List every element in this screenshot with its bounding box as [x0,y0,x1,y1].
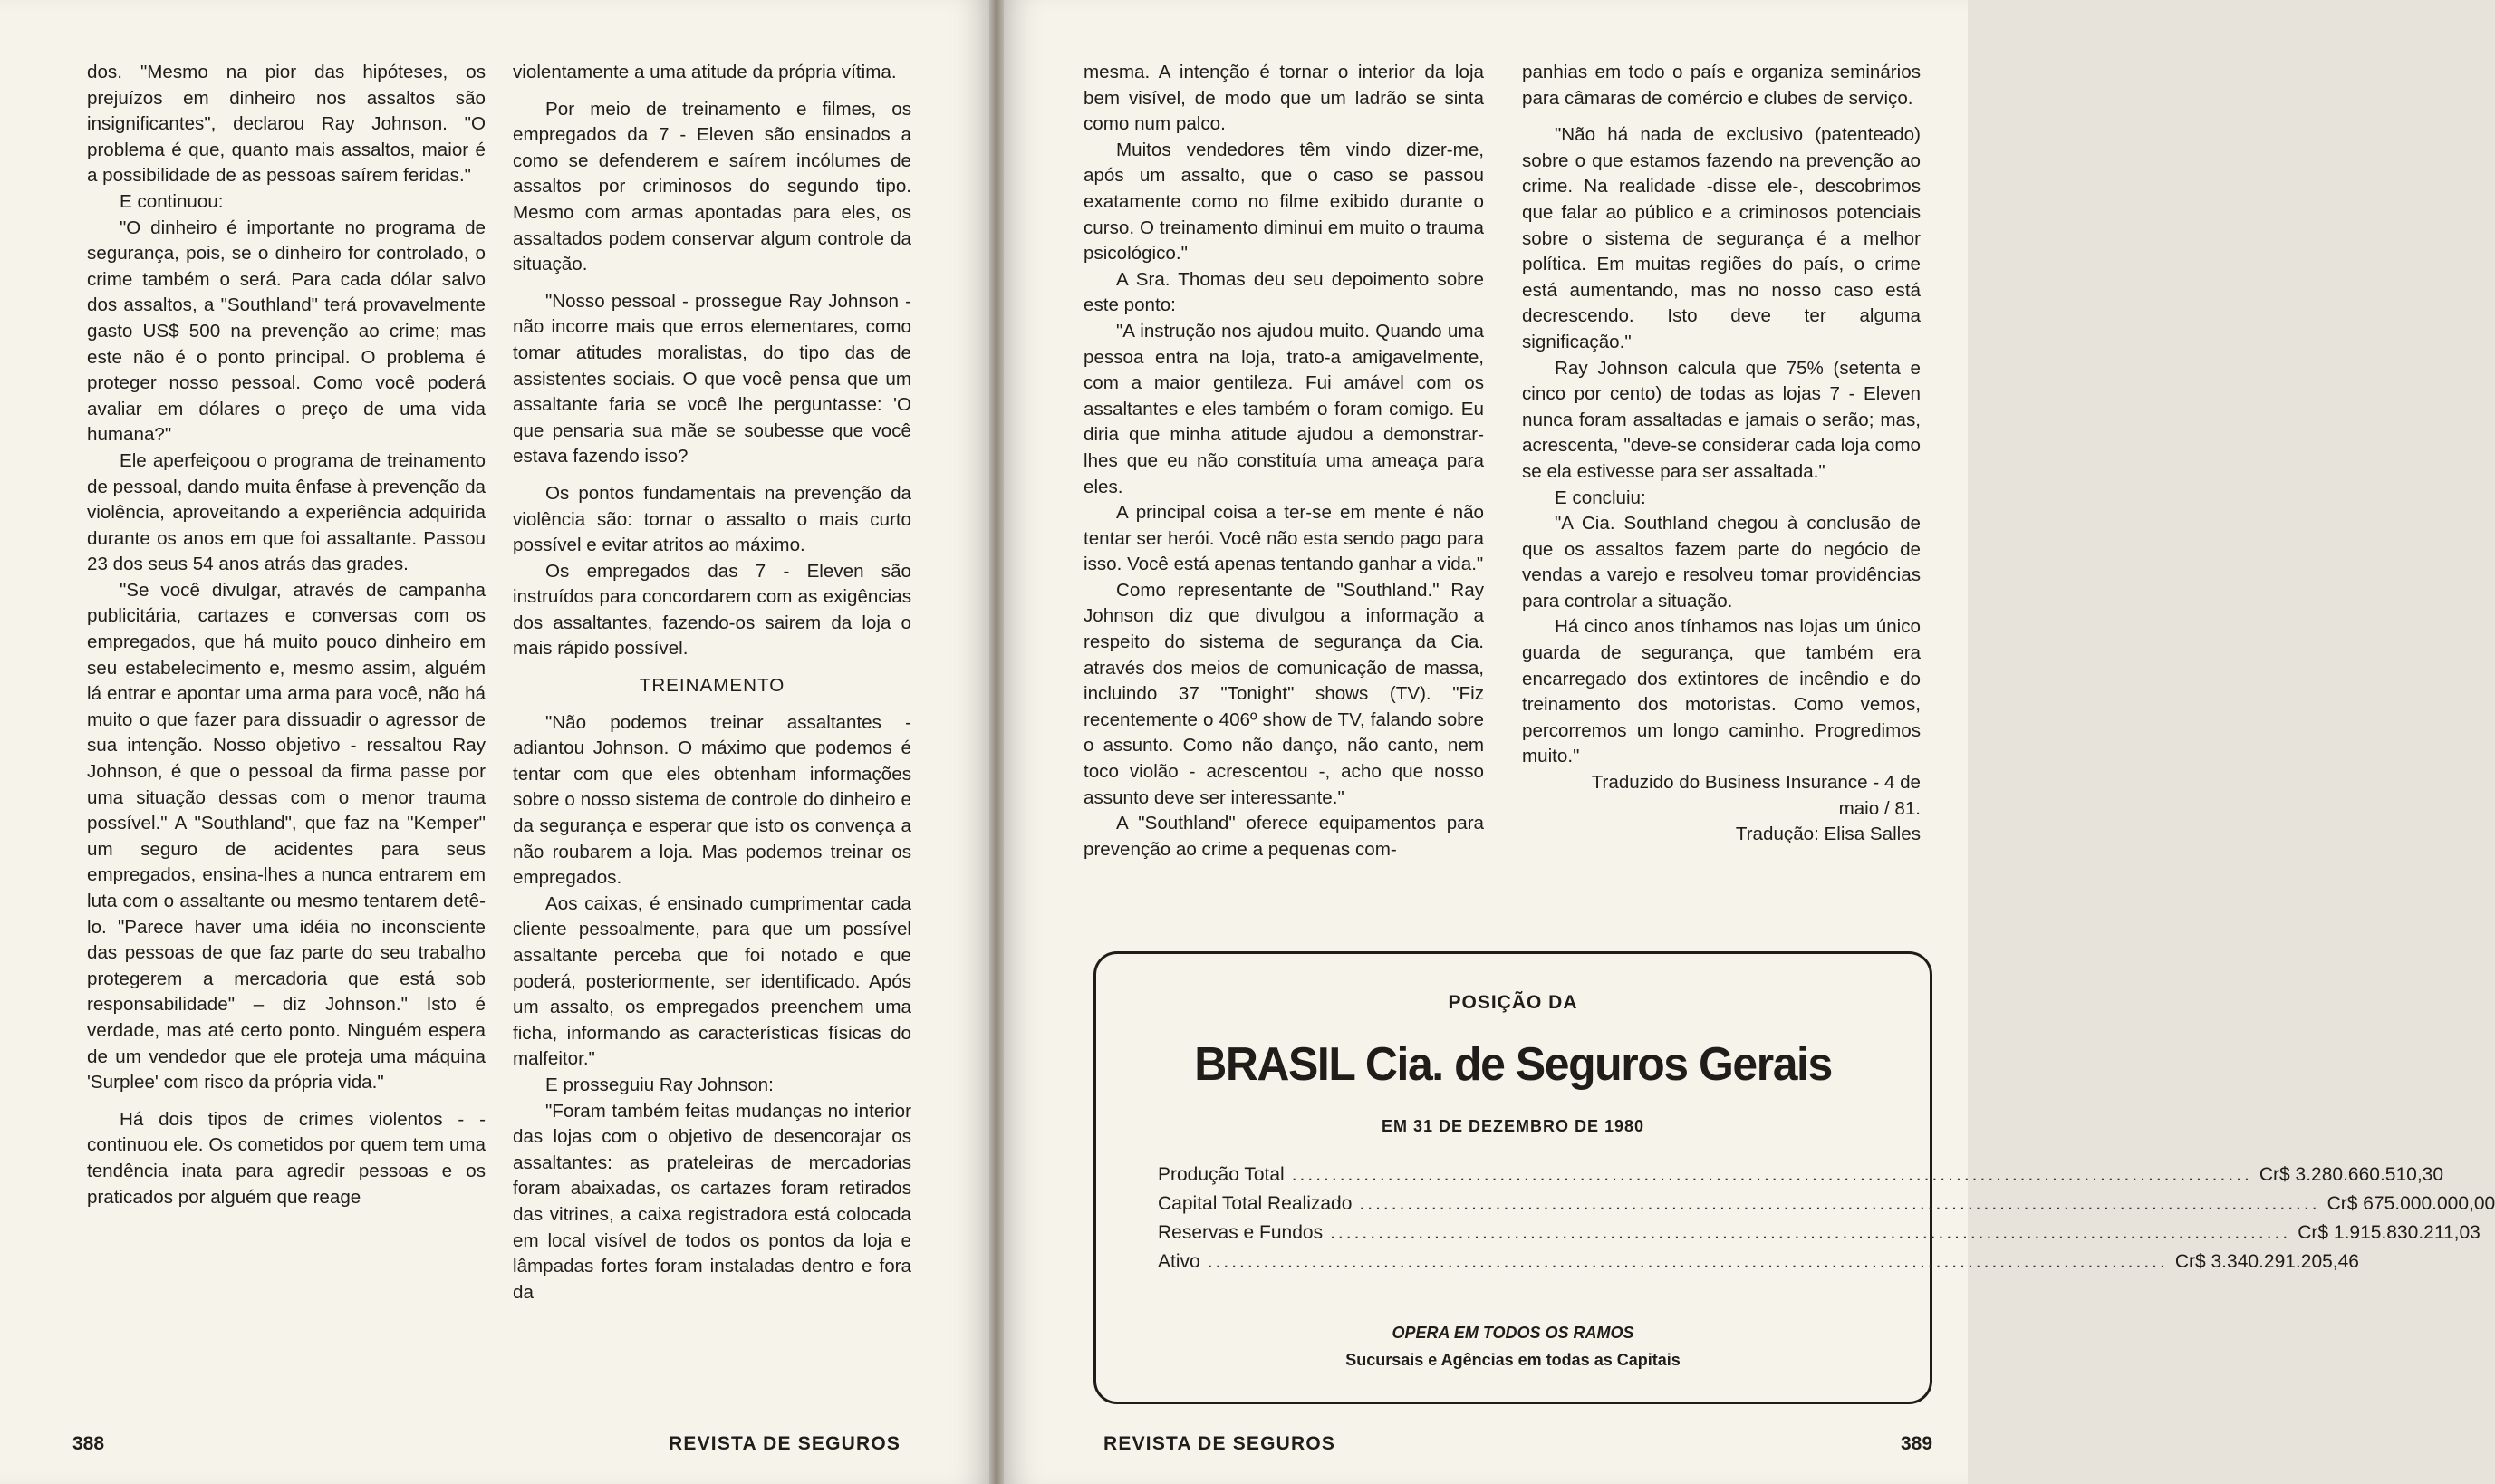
ad-company-name: BRASIL Cia. de Seguros Gerais [1194,1038,1832,1091]
paragraph: Ray Johnson calcula que 75% (setenta e cinco por cento) de todas as lojas 7 - Eleven nunca foram assaltadas e jamais o serão; mas, acrescenta, "deve-se considerar cada loja como se ela estivesse para ser assaltada." [1522,357,1921,482]
paragraph: Há dois tipos de crimes violentos - - continuou ele. Os cometidos por quem tem uma tendência inata para agredir pessoas e os praticados por alguém que reage [87,1108,486,1208]
ad-financial-row [1158,1251,2359,1280]
leader-dots: ........................................................................................................................ [1330,1222,2291,1243]
paragraph: panhias em todo o país e organiza seminários para câmaras de comércio e clubes de serviço. [1522,62,1921,109]
ad-row-label: Produção Total [1158,1164,1285,1185]
page-number-right: 389 [1901,1433,1933,1454]
paragraph: Ele aperfeiçoou o programa de treinamento de pessoal, dando muita ênfase à prevenção da violência, aproveitando a experiência adquirida durante os anos em que foi assaltante. Passou 23 dos seus 54 anos atrás das grades. [87,449,486,575]
paragraph: E prosseguiu Ray Johnson: [545,1074,774,1095]
leader-dots: ........................................................................................................................ [1359,1193,2320,1214]
paragraph: E continuou: [120,190,224,212]
paragraph: violentamente a uma atitude da própria vítima. [513,62,897,82]
ad-financial-row [1158,1193,2495,1222]
ad-financial-row [1158,1222,2481,1251]
footer-magazine-title-left: REVISTA DE SEGUROS [669,1433,901,1454]
left-page-column-1 [87,60,486,1210]
leader-dots: ........................................................................................................................ [1291,1164,2252,1185]
paragraph: "Nosso pessoal - prossegue Ray Johnson - não incorre mais que erros elementares, como tomar atitudes moralistas, do tipo das de assistentes sociais. O que você pensa que um assaltante faria se você lhe perguntasse: 'O que pensaria sua mãe se soubesse que você estava fazendo isso? [513,290,911,467]
paragraph: "A instrução nos ajudou muito. Quando uma pessoa entra na loja, trato-a amigavelmente, com a maior gentileza. Fui amável com os assaltantes e eles também o foram comigo. Eu diria que minha atitude ajudou a demonstrar-lhes que eu não constituía uma ameaça para eles. [1084,320,1484,497]
paragraph: E concluiu: [1555,487,1646,508]
paragraph: mesma. A intenção é tornar o interior da loja bem visível, de modo que um ladrão se sinta como num palco. [1084,62,1484,135]
paragraph: dos. "Mesmo na pior das hipóteses, os prejuízos em dinheiro nos assaltos são insignificantes", declarou Ray Johnson. "O problema é que, quanto mais assaltos, maior é a possibilidade de as pessoas saírem feridas." [87,62,486,187]
left-page-column-2 [513,60,911,1306]
paragraph: "O dinheiro é importante no programa de segurança, pois, se o dinheiro for controlado, o crime também o será. Para cada dólar salvo dos assaltos, a "Southland" terá provavelmente gasto US$ 500 na prevenção ao crime; mas este não é o ponto principal. O problema é proteger nosso pessoal. Como você poderá avaliar em dólares o preço de uma vida humana?" [87,217,486,446]
page-number-left: 388 [72,1433,105,1454]
ad-position-heading: POSIÇÃO DA [1448,992,1578,1013]
section-heading: TREINAMENTO [639,675,785,697]
paragraph: "Não podemos treinar assaltantes - adiantou Johnson. O máximo que podemos é tentar com que eles obtenham informações sobre o nosso sistema de controle do dinheiro e da segurança e esperar que isto os convença a não roubarem a loja. Mas podemos treinar os empregados. [513,711,911,889]
paragraph: A principal coisa a ter-se em mente é não tentar ser herói. Você não esta sendo pago para isso. Você está apenas tentando ganhar a vida." [1084,502,1484,575]
paragraph: "Não há nada de exclusivo (patenteado) sobre o que estamos fazendo na prevenção ao crime. Na realidade -disse ele-, descobrimos que falar ao público e a criminosos potenciais sobre o sistema de segurança é a melhor política. Em muitas regiões do país, o crime está aumentando, mas no nosso caso está decrescendo. Isto deve ter alguma significação." [1522,124,1921,352]
right-page-column-1 [1084,60,1484,862]
ad-row-label: Capital Total Realizado [1158,1193,1353,1214]
translation-credit: Tradução: Elisa Salles [1735,824,1921,845]
footer-magazine-title-right: REVISTA DE SEGUROS [1103,1433,1336,1454]
paragraph: "Foram também feitas mudanças no interior das lojas com o objetivo de desencorajar os assaltantes: as prateleiras de mercadorias foram abaixadas, os cartazes foram retirados das vitrines, a caixa registradora está colocada em local visível de todos os pontos da loja e lâmpadas fortes foram instaladas dentro e fora da [513,1100,911,1303]
right-page-column-2 [1522,60,1921,848]
paragraph: Como representante de "Southland." Ray Johnson diz que divulgou a informação a respeito do sistema de segurança da Cia. através dos meios de comunicação de massa, incluindo 37 "Tonight" shows (TV). "Fiz recentemente o 406º show de TV, falando sobre o assunto. Como não danço, não canto, nem toco violão - acrescentou -, acho que nosso assunto deve ser interessante." [1084,579,1484,808]
paragraph: "A Cia. Southland chegou à conclusão de que os assaltos fazem parte do negócio de vendas a varejo e resolveu tomar providências para controlar a situação. [1522,513,1921,612]
ad-operations-line: OPERA EM TODOS OS RAMOS [1392,1324,1634,1342]
ad-row-value: Cr$ 1.915.830.211,03 [2298,1222,2481,1243]
paragraph: Os pontos fundamentais na prevenção da violência são: tornar o assalto o mais curto possível e evitar atritos ao máximo. [513,482,911,556]
insurance-advertisement [1093,951,2495,1404]
paragraph: A Sra. Thomas deu seu depoimento sobre este ponto: [1084,268,1484,316]
binding-gutter [989,0,1004,1484]
ad-branches-line: Sucursais e Agências em todas as Capitais [1345,1351,1681,1369]
paragraph: Os empregados das 7 - Eleven são instruídos para concordarem com as exigências dos assaltantes, fazendo-os sairem da loja o mais rápido possível. [513,560,911,660]
translation-credit: Traduzido do Business Insurance - 4 de maio / 81. [1591,772,1921,819]
ad-row-value: Cr$ 675.000.000,00 [2326,1193,2495,1214]
ad-financial-row [1158,1164,2444,1193]
paragraph: Muitos vendedores têm vindo dizer-me, após um assalto, que o caso se passou exatamente como no filme exibido durante o curso. O treinamento diminui em muito o trauma psicológico." [1084,139,1484,265]
ad-row-value: Cr$ 3.280.660.510,30 [2259,1164,2444,1185]
paragraph: Por meio de treinamento e filmes, os empregados da 7 - Eleven são ensinados a como se defenderem e saírem incólumes de assaltos por criminosos do segundo tipo. Mesmo com armas apontadas para eles, os assaltados podem conservar algum controle da situação. [513,98,911,275]
left-page [0,0,989,1484]
ad-financial-table [1158,1164,2495,1280]
paragraph: Há cinco anos tínhamos nas lojas um único guarda de segurança, que também era encarregado dos extintores de incêndio e do treinamento dos motoristas. Como vemos, percorremos um longo caminho. Progredimos muito." [1522,616,1921,767]
leader-dots: ........................................................................................................................ [1207,1251,2168,1272]
paragraph: Aos caixas, é ensinado cumprimentar cada cliente pessoalmente, para que um possível assaltante perceba que foi notado e que poderá, posteriormente, ser identificado. Após um assalto, os empregados preenchem uma ficha, informando as características físicas do malfeitor." [513,892,911,1070]
paragraph: A "Southland" oferece equipamentos para prevenção ao crime a pequenas com- [1084,813,1484,860]
paragraph: "Se você divulgar, através de campanha publicitária, cartazes e conversas com os empregados, que há muito pouco dinheiro em seu estabelecimento e, mesmo assim, alguém lá entrar e apontar uma arma para você, não há muito o que fazer para dissuadir o agressor de sua intenção. Nosso objetivo - ressaltou Ray Johnson, é que o pessoal da firma passe por uma situação dessas com o menor trauma possível." A "Southland", que faz na "Kemper" um seguro de acidentes para seus empregados, ensina-lhes a nunca entrarem em luta com o assaltante ou mesmo tentarem detê-lo. "Parece haver uma idéia no inconsciente das pessoas de que faz parte do seu trabalho protegerem a mercadoria que está sob responsabilidade" – diz Johnson." Isto é verdade, mas até certo ponto. Ninguém espera de um vendedor que ele proteja uma máquina 'Surplee' com risco da própria vida." [87,579,486,1094]
ad-date: EM 31 DE DEZEMBRO DE 1980 [1381,1117,1645,1135]
ad-row-value: Cr$ 3.340.291.205,46 [2174,1251,2359,1272]
ad-row-label: Ativo [1158,1251,1200,1272]
ad-row-label: Reservas e Fundos [1158,1222,1324,1243]
